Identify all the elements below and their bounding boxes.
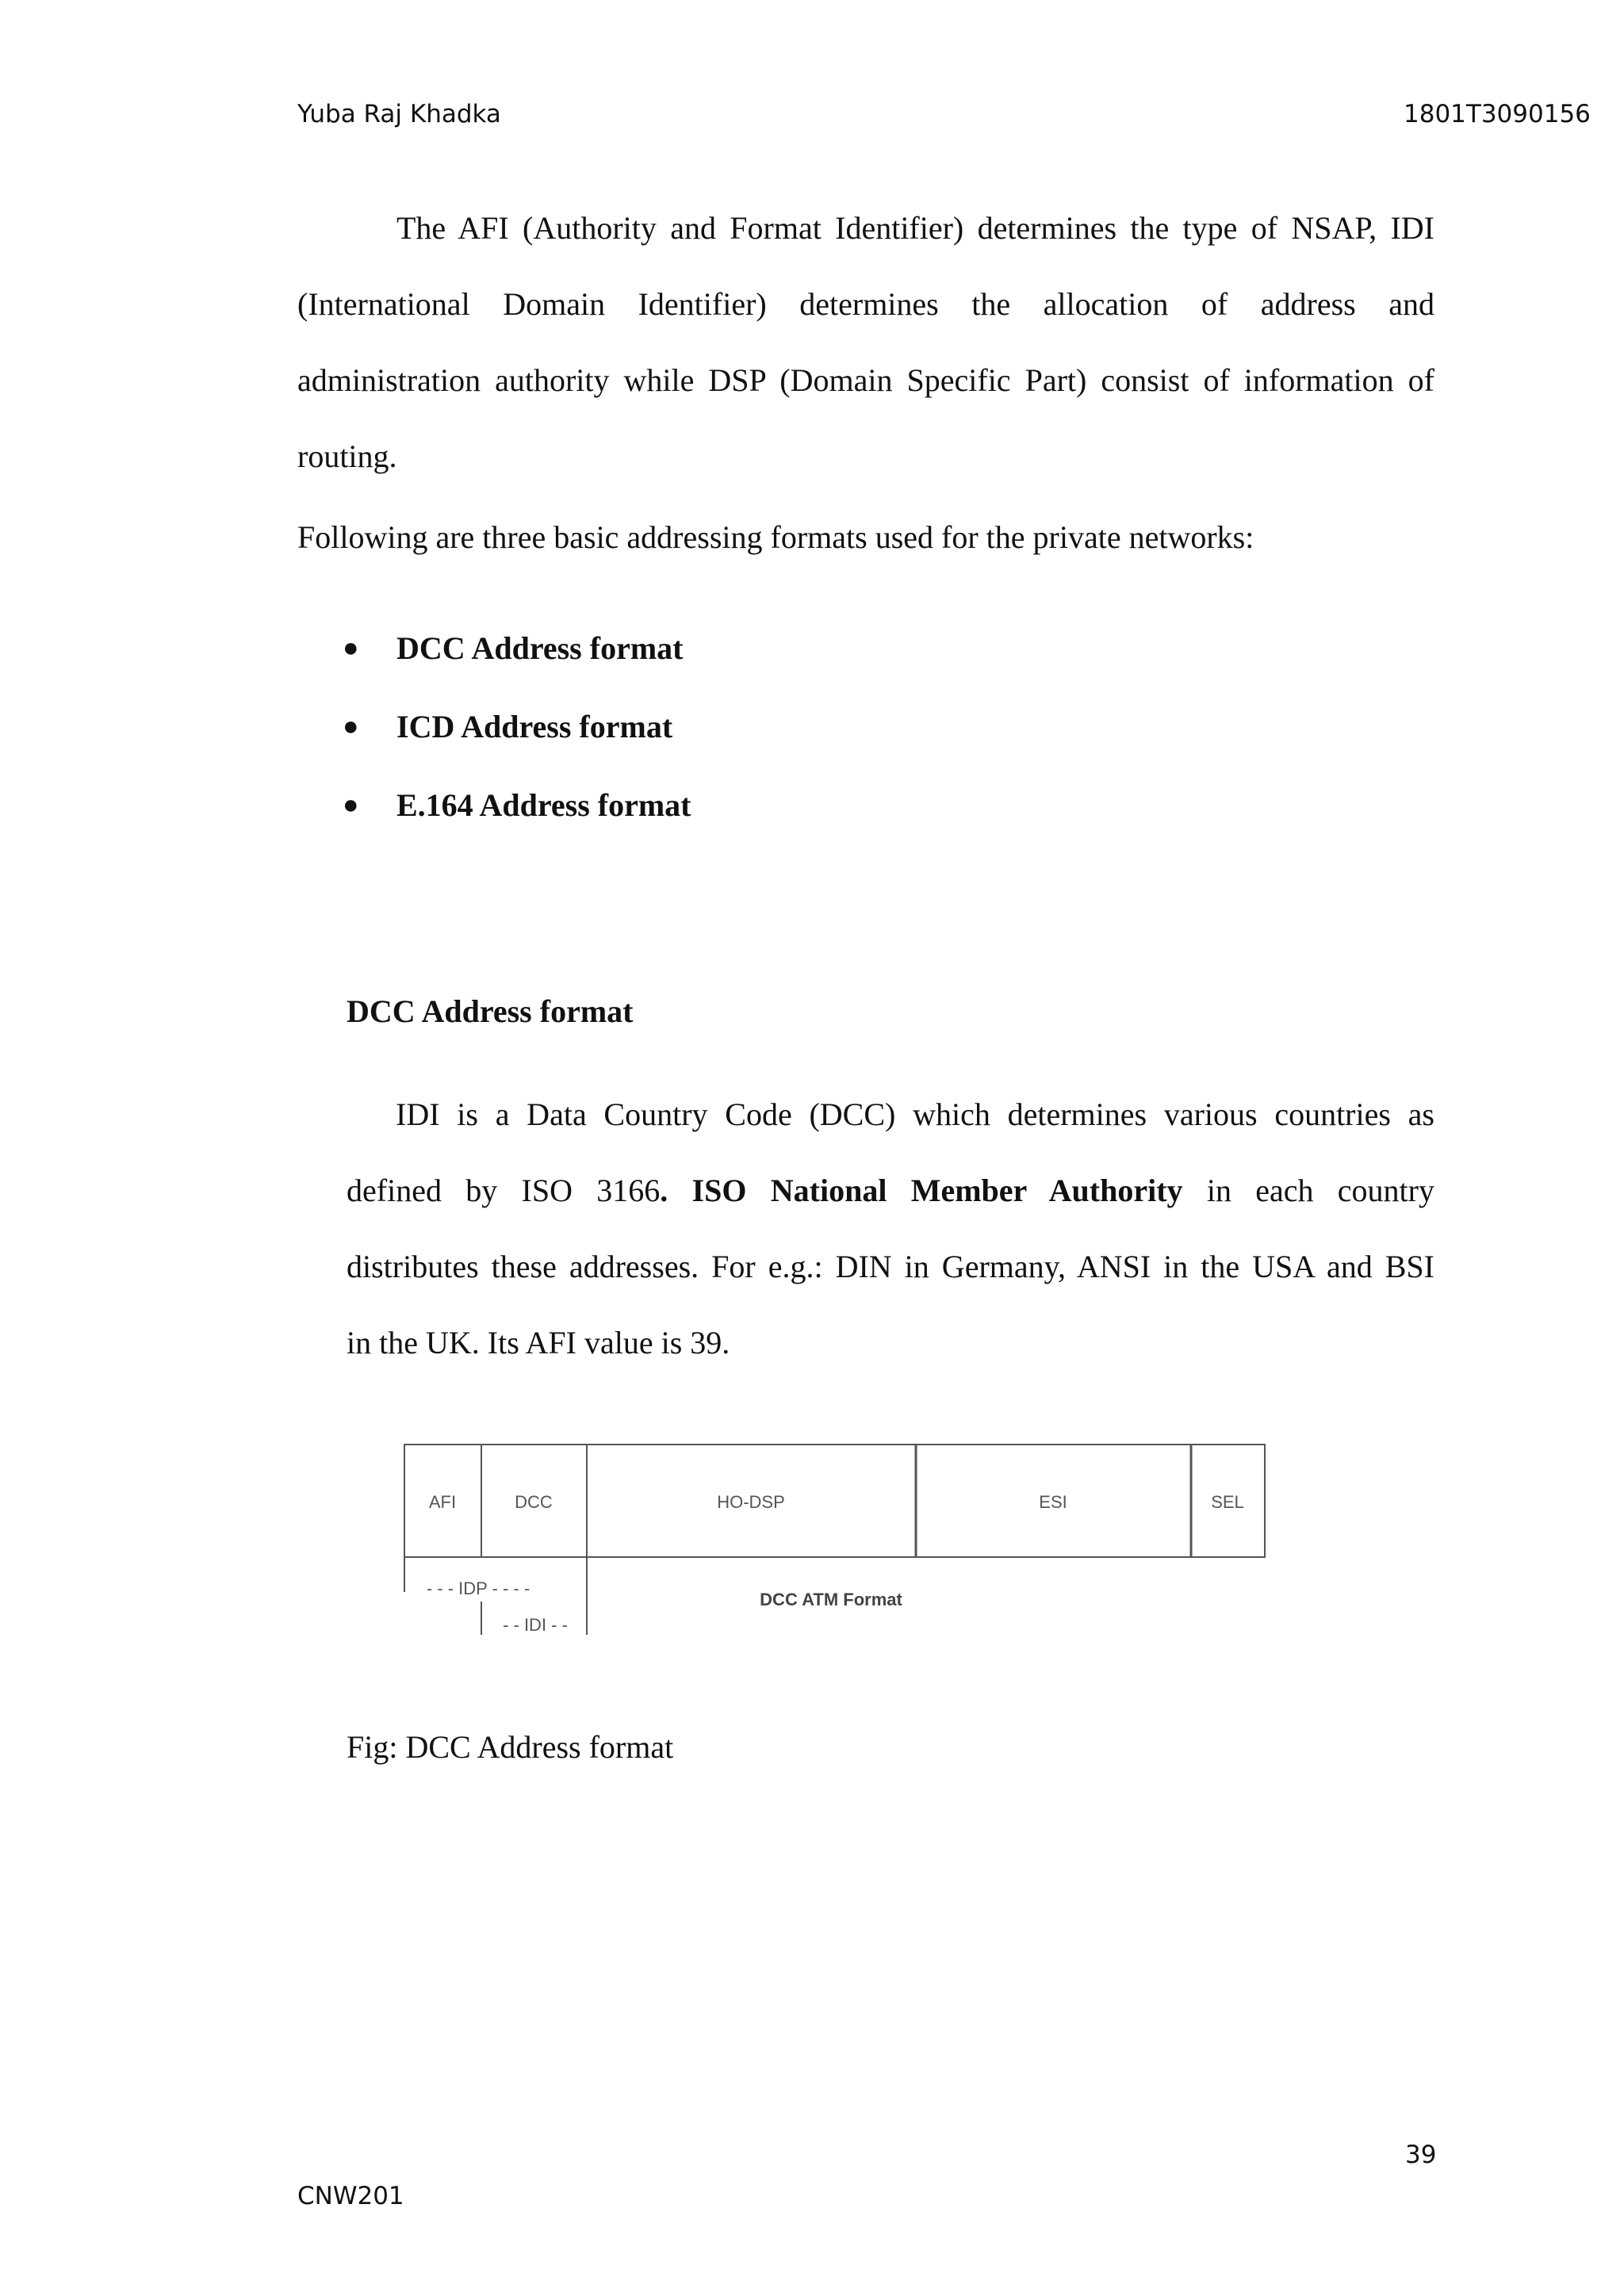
- bullet-icon: ●: [343, 633, 359, 663]
- bold-term: . ISO National Member Authority: [660, 1173, 1183, 1208]
- paragraph-dcc-description: [347, 1077, 1434, 1381]
- paragraph-line: administration authority while DSP (Domain Specific Part) consist of information of: [297, 362, 1434, 398]
- format-bullet-list: [343, 628, 691, 863]
- format-label: DCC ATM Format: [760, 1590, 902, 1609]
- field-afi: AFI: [428, 1492, 457, 1512]
- paragraph-text: IDI is a Data Country Code (DCC) which determines various countries as: [396, 1096, 1434, 1132]
- list-item-label: DCC Address format: [396, 630, 684, 666]
- paragraph-text: The AFI (Authority and Format Identifier) determines the type of NSAP, IDI: [396, 210, 1434, 246]
- paragraph-line: (International Domain Identifier) determines the allocation of address and: [297, 286, 1434, 322]
- paragraph-line: [347, 1077, 1434, 1153]
- list-item: [343, 785, 691, 863]
- bullet-icon: ●: [343, 712, 359, 741]
- course-code: CNW201: [297, 2182, 404, 2210]
- paragraph-line: routing.: [297, 438, 397, 474]
- dcc-address-format-diagram: [396, 1435, 1277, 1649]
- field-dcc: DCC: [515, 1492, 553, 1512]
- list-item: [343, 628, 691, 706]
- paragraph-afi-description: [297, 190, 1434, 495]
- idp-label: - - - IDP - - - -: [426, 1578, 530, 1598]
- paragraph-text: defined by ISO 3166: [347, 1173, 661, 1208]
- paragraph-text: in each country: [1182, 1173, 1434, 1208]
- header-author: Yuba Raj Khadka: [297, 100, 501, 128]
- field-ho-dsp: HO-DSP: [717, 1492, 785, 1512]
- page-number: 39: [1405, 2141, 1437, 2169]
- field-esi: ESI: [1039, 1492, 1067, 1512]
- idi-label: - - IDI - -: [503, 1615, 568, 1635]
- list-item-label: E.164 Address format: [396, 787, 691, 823]
- paragraph-line: distributes these addresses. For e.g.: DIN in Germany, ANSI in the USA and BSI: [347, 1249, 1434, 1284]
- bullet-icon: ●: [343, 790, 359, 820]
- figure-caption: Fig: DCC Address format: [347, 1729, 674, 1765]
- list-item-label: ICD Address format: [396, 709, 673, 744]
- list-item: [343, 706, 691, 785]
- paragraph-line: [297, 190, 1434, 266]
- header-student-id: 1801T3090156: [1404, 100, 1591, 128]
- paragraph-line: [347, 1153, 1434, 1229]
- paragraph-line: in the UK. Its AFI value is 39.: [347, 1325, 730, 1360]
- section-heading: DCC Address format: [347, 993, 634, 1029]
- field-sel: SEL: [1211, 1492, 1244, 1512]
- intro-sentence: Following are three basic addressing formats used for the private networks:: [297, 519, 1254, 555]
